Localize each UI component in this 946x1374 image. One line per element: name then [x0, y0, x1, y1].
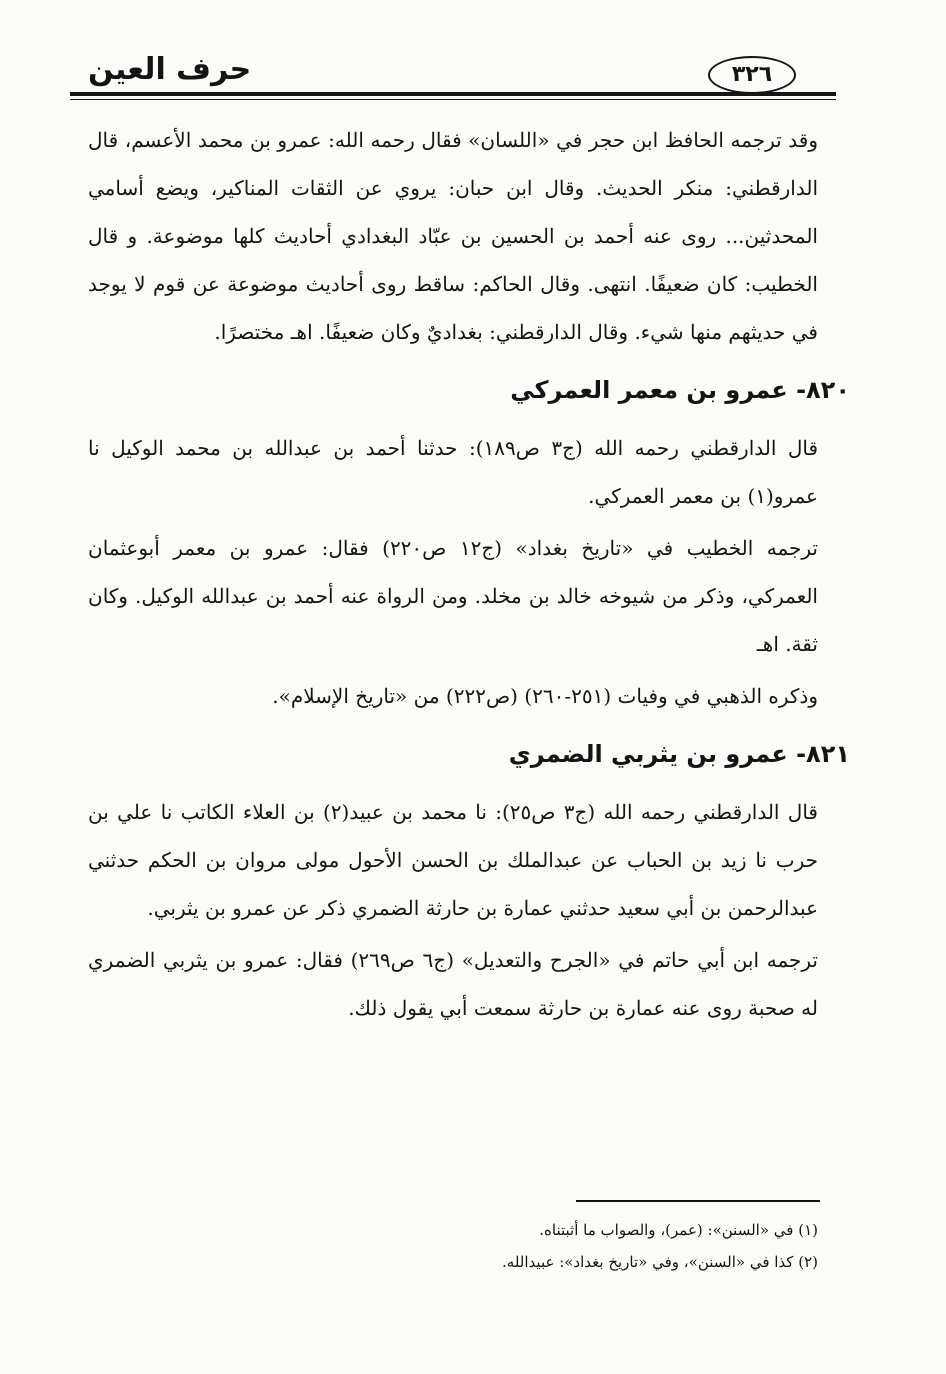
entry-820-paragraph-2: ترجمه الخطيب في «تاريخ بغداد» (ج١٢ ص٢٢٠) فقال: عمرو بن معمر أبوعثمان العمركي، وذكر من شيوخه خالد بن مخلد. ومن الرواة عنه أحمد بن عبدالله الوكيل. وكان ثقة. اهـ — [88, 536, 818, 656]
entry-821-paragraph-1: قال الدارقطني رحمه الله (ج٣ ص٢٥): نا محمد بن عبيد(٢) بن العلاء الكاتب نا علي بن حرب نا زيد بن الحباب عن عبدالملك بن الحسن الأحول مولى مروان بن الحكم حدثني عبدالرحمن بن أبي سعيد حدثني عمارة بن حارثة الضمري ذكر عن عمرو بن يثربي. — [88, 800, 818, 920]
entry-821-title: ٨٢١- عمرو بن يثربي الضمري — [508, 740, 850, 768]
entry-820-title: ٨٢٠- عمرو بن معمر العمركي — [510, 376, 850, 404]
page-number: ٣٢٦ — [708, 56, 796, 94]
footnote-1: (١) في «السنن»: (عمر)، والصواب ما أثبتناه. — [539, 1221, 818, 1239]
page-header — [70, 48, 836, 100]
header-rule-thin — [70, 99, 836, 100]
chapter-title: حرف العين — [88, 52, 252, 87]
header-rule-thick — [70, 92, 836, 96]
footnote-2: (٢) كذا في «السنن»، وفي «تاريخ بغداد»: عبيدالله. — [502, 1253, 818, 1271]
footnote-separator — [576, 1200, 820, 1202]
main-text — [88, 116, 850, 1036]
entry-820-paragraph-3: وذكره الذهبي في وفيات (٢٥١-٢٦٠) (ص٢٢٢) من «تاريخ الإسلام». — [272, 684, 818, 708]
paragraph-intro: وقد ترجمه الحافظ ابن حجر في «اللسان» فقال رحمه الله: عمرو بن محمد الأعسم، قال الدارقطني: منكر الحديث. وقال ابن حبان: يروي عن الثقات المناكير، ويضع أسامي المحدثين... روى عنه أحمد بن الحسين بن عبّاد البغدادي أحاديث كلها موضوعة. و قال الخطيب: كان ضعيفًا. انتهى. وقال الحاكم: ساقط روى أحاديث موضوعة عن قوم لا يوجد في حديثهم منها شيء. وقال الدارقطني: بغداديٌ وكان ضعيفًا. اهـ مختصرًا. — [88, 128, 819, 344]
footnotes — [88, 1214, 818, 1278]
entry-820-paragraph-1: قال الدارقطني رحمه الله (ج٣ ص١٨٩): حدثنا أحمد بن عبدالله بن محمد الوكيل نا عمرو(١) بن معمر العمركي. — [88, 436, 818, 508]
entry-821-paragraph-2: ترجمه ابن أبي حاتم في «الجرح والتعديل» (ج٦ ص٢٦٩) فقال: عمرو بن يثربي الضمري له صحبة روى عنه عمارة بن حارثة سمعت أبي يقول ذلك. — [88, 948, 818, 1020]
